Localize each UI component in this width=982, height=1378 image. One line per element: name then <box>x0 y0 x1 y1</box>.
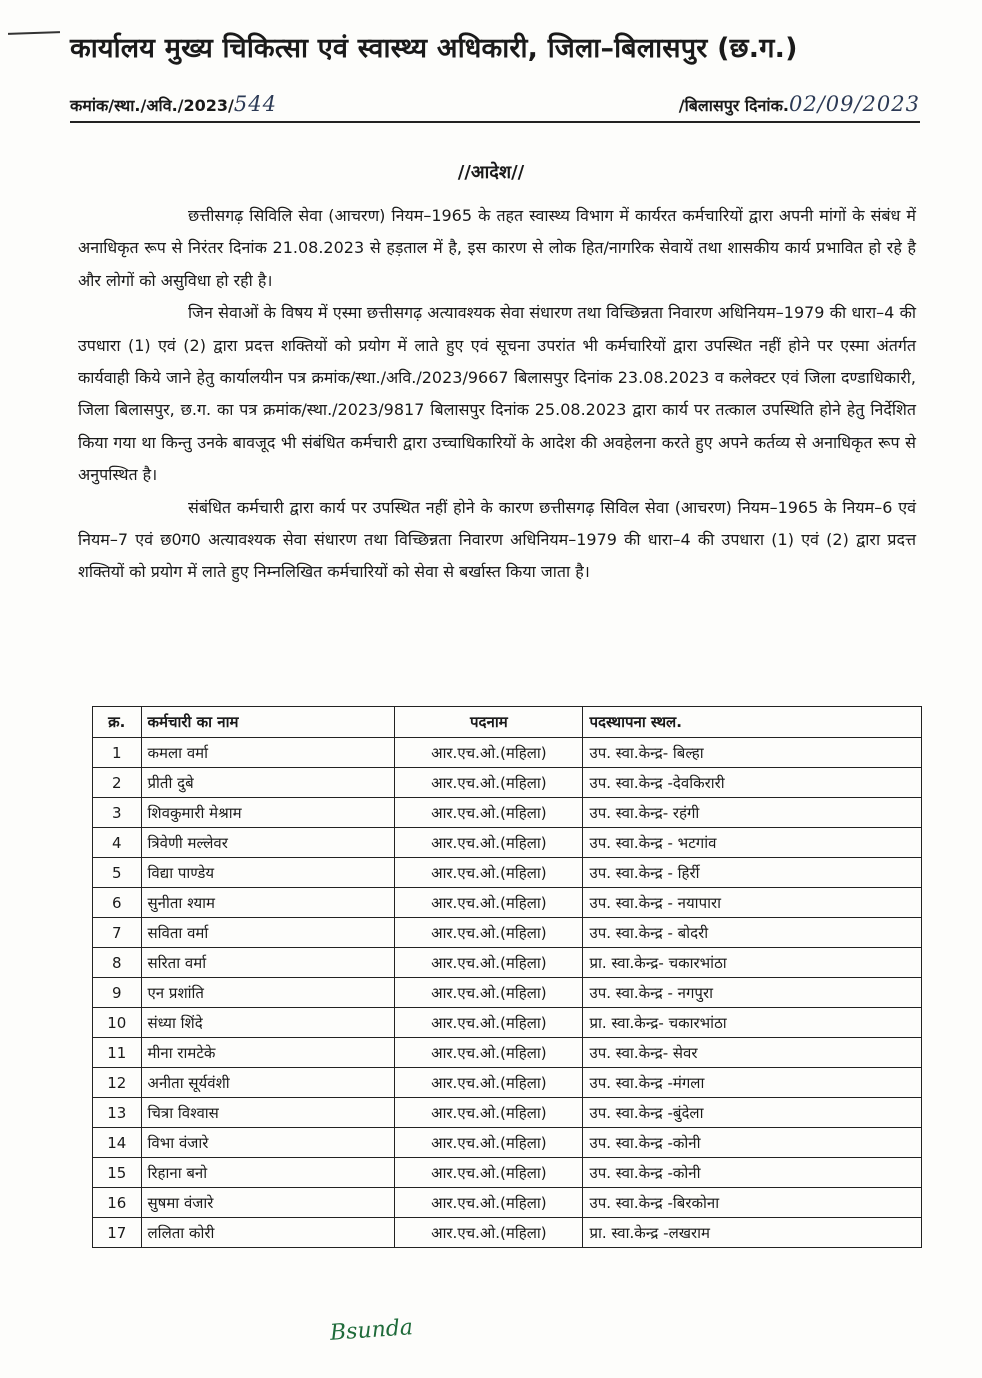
reference-number <box>70 92 277 116</box>
table-row <box>93 1188 922 1218</box>
paragraph: संबंधित कर्मचारी द्वारा कार्य पर उपस्थित नहीं होने के कारण छत्तीसगढ़ सिविल सेवा (आचरण) नियम–1965 के नियम–6 एवं नियम–7 एवं छ0ग0 अत्यावश्यक सेवा संधारण तथा विच्छिन्नता निवारण अधिनियम–1979 की धारा–4 की उपधारा (1) एवं (2) द्वारा प्रदत्त शक्तियों को प्रयोग में लाते हुए निम्नलिखित कर्मचारियों को सेवा से बर्खास्त किया जाता है। <box>78 497 916 582</box>
cell-posting-place: उप. स्वा.केन्द्र -कोनी <box>583 1128 922 1158</box>
date-handwritten: 02/09/2023 <box>788 92 920 116</box>
cell-serial: 9 <box>93 978 142 1008</box>
cell-employee-name: शिवकुमारी मेश्राम <box>141 798 395 828</box>
order-body <box>78 200 916 589</box>
cell-designation: आर.एच.ओ.(महिला) <box>395 888 583 918</box>
cell-serial: 1 <box>93 738 142 768</box>
cell-employee-name: कमला वर्मा <box>141 738 395 768</box>
table-row <box>93 738 922 768</box>
table-row <box>93 1218 922 1248</box>
cell-designation: आर.एच.ओ.(महिला) <box>395 768 583 798</box>
cell-posting-place: प्रा. स्वा.केन्द्र -लखराम <box>583 1218 922 1248</box>
cell-employee-name: त्रिवेणी मल्लेवर <box>141 828 395 858</box>
cell-employee-name: मीना रामटेके <box>141 1038 395 1068</box>
paragraph: जिन सेवाओं के विषय में एस्मा छत्तीसगढ़ अत्यावश्यक सेवा संधारण तथा विच्छिन्नता निवारण अधिनियम–1979 की धारा–4 की उपधारा (1) एवं (2) द्वारा प्रदत्त शक्तियों को प्रयोग में लाते हुए एवं सूचना उपरांत भी कर्मचारियों द्वारा उपस्थित नहीं होने पर एस्मा अंतर्गत कार्यवाही किये जाने हेतु कार्यालयीन पत्र क्रमांक/स्था./अवि./2023/9667 बिलासपुर दिनांक 23.08.2023 व कलेक्टर एवं जिला दण्डाधिकारी, जिला बिलासपुर, छ.ग. का पत्र क्रमांक/स्था./2023/9817 बिलासपुर दिनांक 25.08.2023 द्वारा कार्य पर तत्काल उपस्थिति होने हेतु निर्देशित किया गया था किन्तु उनके बावजूद भी संबंधित कर्मचारी द्वारा उच्चाधिकारियों के आदेश की अवहेलना करते हुए अपने कर्तव्य से अनाधिकृत रूप से अनुपस्थित है। <box>78 303 916 485</box>
table-row <box>93 1098 922 1128</box>
cell-designation: आर.एच.ओ.(महिला) <box>395 1218 583 1248</box>
column-header-serial: क्र. <box>93 707 142 738</box>
cell-designation: आर.एच.ओ.(महिला) <box>395 1068 583 1098</box>
cell-serial: 3 <box>93 798 142 828</box>
cell-employee-name: विभा वंजारे <box>141 1128 395 1158</box>
cell-designation: आर.एच.ओ.(महिला) <box>395 948 583 978</box>
cell-serial: 12 <box>93 1068 142 1098</box>
date-prefix: /बिलासपुर दिनांक. <box>678 96 789 115</box>
cell-serial: 4 <box>93 828 142 858</box>
cell-serial: 5 <box>93 858 142 888</box>
cell-posting-place: उप. स्वा.केन्द्र -देवकिरारी <box>583 768 922 798</box>
cell-employee-name: संध्या शिंदे <box>141 1008 395 1038</box>
cell-employee-name: रिहाना बनो <box>141 1158 395 1188</box>
cell-serial: 10 <box>93 1008 142 1038</box>
cell-posting-place: उप. स्वा.केन्द्र -मंगला <box>583 1068 922 1098</box>
dismissed-staff-table <box>92 706 922 1248</box>
cell-designation: आर.एच.ओ.(महिला) <box>395 918 583 948</box>
cell-designation: आर.एच.ओ.(महिला) <box>395 858 583 888</box>
cell-posting-place: उप. स्वा.केन्द्र -कोनी <box>583 1158 922 1188</box>
cell-serial: 7 <box>93 918 142 948</box>
cell-serial: 6 <box>93 888 142 918</box>
table-row <box>93 948 922 978</box>
cell-designation: आर.एच.ओ.(महिला) <box>395 1038 583 1068</box>
table-row <box>93 1128 922 1158</box>
cell-posting-place: उप. स्वा.केन्द्र- सेवर <box>583 1038 922 1068</box>
cell-posting-place: उप. स्वा.केन्द्र - हिर्री <box>583 858 922 888</box>
cell-serial: 16 <box>93 1188 142 1218</box>
cell-posting-place: प्रा. स्वा.केन्द्र- चकारभांठा <box>583 948 922 978</box>
cell-serial: 8 <box>93 948 142 978</box>
cell-employee-name: सुनीता श्याम <box>141 888 395 918</box>
cell-employee-name: विद्या पाण्डेय <box>141 858 395 888</box>
cell-employee-name: ललिता कोरी <box>141 1218 395 1248</box>
cell-designation: आर.एच.ओ.(महिला) <box>395 1158 583 1188</box>
table-row <box>93 768 922 798</box>
table-header-row <box>93 707 922 738</box>
header-rule <box>70 121 920 123</box>
cell-posting-place: उप. स्वा.केन्द्र - भटगांव <box>583 828 922 858</box>
cell-designation: आर.एच.ओ.(महिला) <box>395 978 583 1008</box>
table-row <box>93 978 922 1008</box>
cell-posting-place: उप. स्वा.केन्द्र -बुंदेला <box>583 1098 922 1128</box>
cell-designation: आर.एच.ओ.(महिला) <box>395 1008 583 1038</box>
cell-employee-name: अनीता सूर्यवंशी <box>141 1068 395 1098</box>
cell-designation: आर.एच.ओ.(महिला) <box>395 1128 583 1158</box>
column-header-designation: पदनाम <box>395 707 583 738</box>
cell-posting-place: उप. स्वा.केन्द्र - बोदरी <box>583 918 922 948</box>
cell-posting-place: उप. स्वा.केन्द्र -बिरकोना <box>583 1188 922 1218</box>
cell-employee-name: चित्रा विश्वास <box>141 1098 395 1128</box>
column-header-name: कर्मचारी का नाम <box>141 707 395 738</box>
reference-date <box>679 92 920 116</box>
cell-employee-name: एन प्रशांति <box>141 978 395 1008</box>
cell-designation: आर.एच.ओ.(महिला) <box>395 738 583 768</box>
table-row <box>93 798 922 828</box>
cell-designation: आर.एच.ओ.(महिला) <box>395 1188 583 1218</box>
cell-posting-place: उप. स्वा.केन्द्र - नयापारा <box>583 888 922 918</box>
cell-designation: आर.एच.ओ.(महिला) <box>395 828 583 858</box>
office-title: कार्यालय मुख्य चिकित्सा एवं स्वास्थ्य अधिकारी, जिला–बिलासपुर (छ.ग.) <box>70 33 798 64</box>
cell-employee-name: सुषमा वंजारे <box>141 1188 395 1218</box>
corner-pen-mark <box>8 31 60 35</box>
cell-serial: 17 <box>93 1218 142 1248</box>
table-row <box>93 858 922 888</box>
reference-row <box>70 88 920 120</box>
table-row <box>93 1158 922 1188</box>
reference-prefix: कमांक/स्था./अवि./2023/ <box>70 96 234 115</box>
cell-employee-name: सविता वर्मा <box>141 918 395 948</box>
cell-serial: 13 <box>93 1098 142 1128</box>
table-row <box>93 888 922 918</box>
cell-serial: 14 <box>93 1128 142 1158</box>
cell-posting-place: उप. स्वा.केन्द्र - नगपुरा <box>583 978 922 1008</box>
table-row <box>93 1008 922 1038</box>
cell-employee-name: प्रीती दुबे <box>141 768 395 798</box>
cell-posting-place: उप. स्वा.केन्द्र- रहंगी <box>583 798 922 828</box>
cell-posting-place: उप. स्वा.केन्द्र- बिल्हा <box>583 738 922 768</box>
signature: Bsunda <box>329 1315 414 1346</box>
cell-serial: 11 <box>93 1038 142 1068</box>
table-row <box>93 1038 922 1068</box>
column-header-posting: पदस्थापना स्थल. <box>583 707 922 738</box>
table-row <box>93 828 922 858</box>
cell-designation: आर.एच.ओ.(महिला) <box>395 798 583 828</box>
order-title: //आदेश// <box>457 162 525 183</box>
paragraph: छत्तीसगढ़ सिविलि सेवा (आचरण) नियम–1965 के तहत स्वास्थ्य विभाग में कार्यरत कर्मचारियों द्वारा अपनी मांगों के संबंध में अनाधिकृत रूप से निरंतर दिनांक 21.08.2023 से हड़ताल में है, इस कारण से लोक हित/नागरिक सेवायें तथा शासकीय कार्य प्रभावित हो रहे है और लोगों को असुविधा हो रही है। <box>78 206 916 290</box>
table-row <box>93 1068 922 1098</box>
cell-employee-name: सरिता वर्मा <box>141 948 395 978</box>
cell-posting-place: प्रा. स्वा.केन्द्र- चकारभांठा <box>583 1008 922 1038</box>
reference-handwritten-number: 544 <box>233 92 277 116</box>
cell-designation: आर.एच.ओ.(महिला) <box>395 1098 583 1128</box>
table-row <box>93 918 922 948</box>
cell-serial: 15 <box>93 1158 142 1188</box>
cell-serial: 2 <box>93 768 142 798</box>
